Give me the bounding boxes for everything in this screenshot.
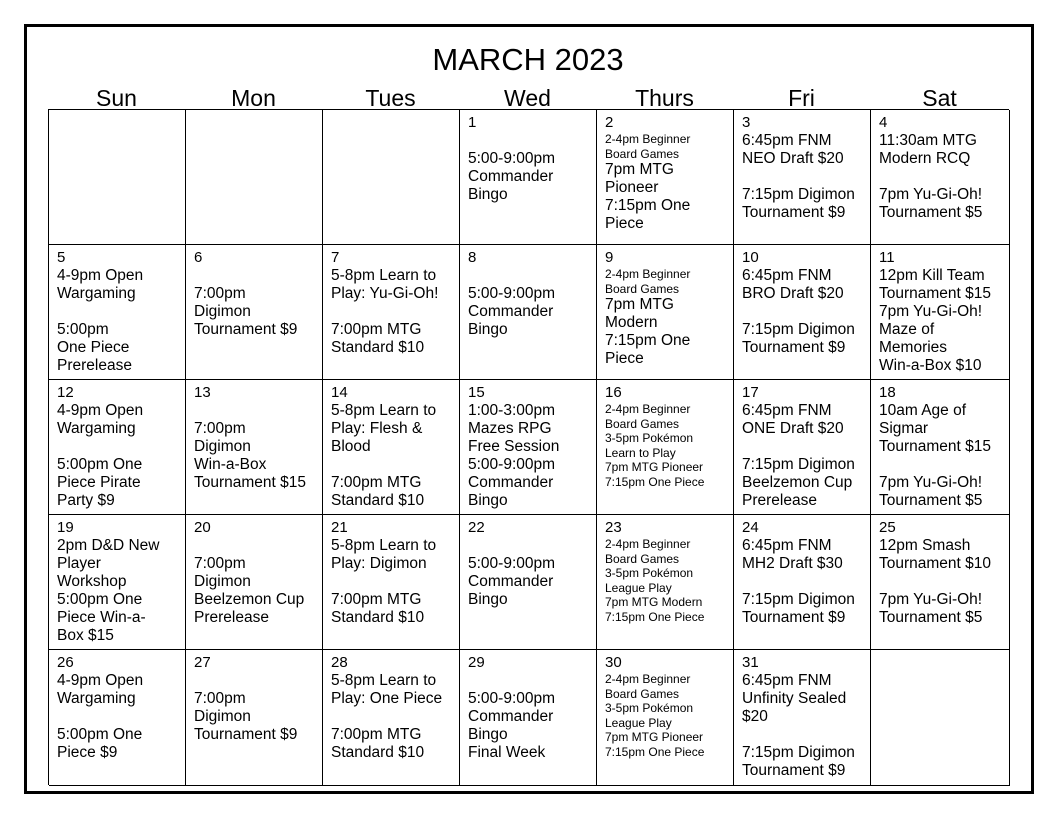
event-line: 7pm Yu-Gi-Oh! [879, 186, 983, 203]
event-line: 2-4pm Beginner [605, 672, 691, 686]
day-number: 26 [57, 654, 74, 671]
day-number: 16 [605, 384, 622, 401]
event-line: Sigmar [879, 420, 929, 437]
day-number: 29 [468, 654, 485, 671]
event-line: 5:00-9:00pm [468, 690, 556, 707]
event-line: 12pm Kill Team [879, 267, 985, 284]
spacer [194, 537, 314, 555]
day-cell-29 [460, 650, 597, 786]
spacer [194, 402, 314, 420]
event-line: Blood [331, 438, 371, 455]
event-line: $20 [742, 708, 768, 725]
event-line: 7:15pm One Piece [605, 744, 705, 759]
day-cell-3 [734, 110, 871, 245]
day-cell-26 [49, 650, 186, 786]
spacer [468, 672, 588, 690]
event-line: Piece Pirate [57, 474, 141, 491]
event-line: Standard $10 [331, 744, 425, 761]
spacer [742, 573, 862, 591]
day-number: 3 [742, 114, 751, 131]
day-number: 15 [468, 384, 485, 401]
event-line: 6:45pm FNM [742, 267, 832, 284]
day-cell-17 [734, 380, 871, 515]
event-line: Commander [468, 303, 554, 320]
event-line: 6:45pm FNM [742, 672, 832, 689]
event-line: Prerelease [194, 609, 269, 626]
event-line: Tournament $5 [879, 492, 983, 509]
day-number: 30 [605, 654, 622, 671]
spacer [742, 168, 862, 186]
event-line: Free Session [468, 438, 560, 455]
weekday-thu: Thurs [635, 85, 694, 111]
event-line: 6:45pm FNM [742, 132, 832, 149]
spacer [742, 438, 862, 456]
day-cell-20 [186, 515, 323, 650]
event-line: 5:00pm One [57, 591, 143, 608]
event-line: Bingo [468, 726, 508, 743]
day-number: 11 [879, 249, 895, 266]
day-number: 2 [605, 114, 614, 131]
day-number: 13 [194, 384, 211, 401]
day-cell-1 [460, 110, 597, 245]
event-line: 7pm MTG Modern [605, 595, 703, 609]
day-number: 1 [468, 114, 477, 131]
event-line: MH2 Draft $30 [742, 555, 843, 572]
event-line: 5:00pm [57, 321, 109, 338]
event-line: Standard $10 [331, 492, 425, 509]
event-line: Win-a-Box [194, 456, 267, 473]
spacer [194, 672, 314, 690]
event-line: 7pm MTG Pioneer [605, 730, 704, 744]
day-cell-14 [323, 380, 460, 515]
event-line: 3-5pm Pokémon [605, 431, 694, 445]
event-line: 4-9pm Open [57, 402, 144, 419]
event-line: 7:15pm Digimon [742, 186, 855, 203]
day-cell-12 [49, 380, 186, 515]
day-cell-10 [734, 245, 871, 380]
event-line: League Play [605, 715, 672, 730]
event-line: 5:00pm One [57, 456, 143, 473]
empty-cell-mon [186, 110, 323, 245]
event-line: 7pm MTG [605, 161, 674, 178]
spacer [57, 303, 177, 321]
day-number: 20 [194, 519, 211, 536]
event-line: 7:00pm MTG [331, 321, 422, 338]
event-line: Win-a-Box $10 [879, 357, 982, 374]
event-line: Pioneer [605, 179, 659, 196]
event-line: 7:15pm Digimon [742, 321, 855, 338]
empty-cell-tue [323, 110, 460, 245]
event-line: 7pm Yu-Gi-Oh! [879, 591, 983, 608]
event-line: Tournament $5 [879, 609, 983, 626]
event-line: NEO Draft $20 [742, 150, 844, 167]
day-cell-11 [871, 245, 1010, 380]
event-line: 7:15pm One Piece [605, 474, 705, 489]
event-line: Play: One Piece [331, 690, 443, 707]
event-line: Tournament $9 [742, 762, 846, 779]
event-line: 3-5pm Pokémon [605, 566, 694, 580]
event-line: 7:00pm [194, 555, 246, 572]
event-line: 3-5pm Pokémon [605, 701, 694, 715]
weekday-mon: Mon [231, 85, 276, 111]
day-number: 14 [331, 384, 348, 401]
weekday-fri: Fri [788, 85, 815, 111]
weekday-wed: Wed [504, 85, 551, 111]
event-line: 4-9pm Open [57, 672, 144, 689]
spacer [879, 456, 1001, 474]
event-line: Bingo [468, 591, 508, 608]
day-number: 28 [331, 654, 348, 671]
event-line: Memories [879, 339, 948, 356]
calendar-title: MARCH 2023 [432, 42, 624, 77]
event-line: 2-4pm Beginner [605, 267, 691, 281]
event-line: Tournament $15 [194, 474, 307, 491]
event-line: ONE Draft $20 [742, 420, 844, 437]
day-number: 4 [879, 114, 888, 131]
event-line: 7:15pm Digimon [742, 591, 855, 608]
day-cell-7 [323, 245, 460, 380]
day-number: 17 [742, 384, 759, 401]
event-line: Standard $10 [331, 339, 425, 356]
event-line: 7:00pm [194, 690, 246, 707]
day-cell-28 [323, 650, 460, 786]
day-cell-18 [871, 380, 1010, 515]
day-number: 21 [331, 519, 348, 536]
spacer [331, 708, 451, 726]
day-number: 9 [605, 249, 614, 266]
weekday-header [48, 84, 1009, 110]
day-cell-15 [460, 380, 597, 515]
event-line: 5-8pm Learn to [331, 537, 437, 554]
event-line: Wargaming [57, 285, 136, 302]
event-line: 7:00pm MTG [331, 591, 422, 608]
spacer [331, 456, 451, 474]
day-number: 22 [468, 519, 485, 536]
event-line: 4-9pm Open [57, 267, 144, 284]
event-line: Tournament $5 [879, 204, 983, 221]
day-number: 7 [331, 249, 340, 266]
event-line: League Play [605, 580, 672, 595]
event-line: 5-8pm Learn to [331, 402, 437, 419]
empty-cell-sun [49, 110, 186, 245]
event-line: 11:30am MTG [879, 132, 977, 149]
spacer [331, 573, 451, 591]
spacer [468, 537, 588, 555]
event-line: Digimon [194, 573, 251, 590]
event-line: Box $15 [57, 627, 114, 644]
spacer [194, 267, 314, 285]
event-line: 7pm Yu-Gi-Oh! [879, 474, 983, 491]
event-line: Digimon [194, 303, 251, 320]
day-cell-4 [871, 110, 1010, 245]
event-line: Modern RCQ [879, 150, 971, 167]
event-line: Piece $9 [57, 744, 118, 761]
event-line: Digimon [194, 438, 251, 455]
event-line: 5:00-9:00pm [468, 150, 556, 167]
day-cell-6 [186, 245, 323, 380]
event-line: Player [57, 555, 101, 572]
event-line: 5:00-9:00pm [468, 285, 556, 302]
day-cell-8 [460, 245, 597, 380]
event-line: 2-4pm Beginner [605, 402, 691, 416]
event-line: 12pm Smash [879, 537, 971, 554]
day-cell-19 [49, 515, 186, 650]
event-line: Play: Yu-Gi-Oh! [331, 285, 439, 302]
event-line: Maze of [879, 321, 935, 338]
event-line: Workshop [57, 573, 127, 590]
event-line: Tournament $9 [742, 339, 846, 356]
day-number: 25 [879, 519, 896, 536]
event-line: Commander [468, 708, 554, 725]
event-line: One Piece [57, 339, 130, 356]
event-line: Modern [605, 314, 658, 331]
event-line: 7pm MTG [605, 296, 674, 313]
event-line: 2-4pm Beginner [605, 537, 691, 551]
spacer [331, 303, 451, 321]
event-line: Commander [468, 168, 554, 185]
weekday-sat: Sat [922, 85, 957, 111]
day-cell-30 [597, 650, 734, 786]
event-line: Final Week [468, 744, 546, 761]
event-line: 7:00pm MTG [331, 474, 422, 491]
event-line: Prerelease [57, 357, 132, 374]
day-cell-16 [597, 380, 734, 515]
event-line: Party $9 [57, 492, 115, 509]
event-line: Wargaming [57, 420, 136, 437]
event-line: 6:45pm FNM [742, 402, 832, 419]
event-line: 7:15pm One [605, 197, 691, 214]
event-line: Play: Flesh & [331, 420, 423, 437]
event-line: 7:00pm MTG [331, 726, 422, 743]
event-line: Beelzemon Cup [742, 474, 853, 491]
day-cell-9 [597, 245, 734, 380]
event-line: 7pm MTG Pioneer [605, 460, 704, 474]
day-number: 6 [194, 249, 203, 266]
event-line: 5:00-9:00pm [468, 456, 556, 473]
event-line: 7:15pm One [605, 332, 691, 349]
spacer [742, 726, 862, 744]
event-line: Bingo [468, 321, 508, 338]
spacer [468, 132, 588, 150]
event-line: 5-8pm Learn to [331, 267, 437, 284]
event-line: Tournament $9 [194, 726, 298, 743]
day-cell-23 [597, 515, 734, 650]
day-number: 23 [605, 519, 622, 536]
event-line: Wargaming [57, 690, 136, 707]
spacer [879, 573, 1001, 591]
event-line: Tournament $10 [879, 555, 992, 572]
event-line: Board Games [605, 146, 680, 161]
event-line: 5:00-9:00pm [468, 555, 556, 572]
day-number: 18 [879, 384, 896, 401]
day-number: 27 [194, 654, 211, 671]
event-line: 7:15pm One Piece [605, 609, 705, 624]
event-line: Piece [605, 215, 644, 232]
spacer [879, 168, 1001, 186]
event-line: Play: Digimon [331, 555, 427, 572]
event-line: Tournament $15 [879, 285, 992, 302]
event-line: 1:00-3:00pm [468, 402, 556, 419]
event-line: 5:00pm One [57, 726, 143, 743]
day-cell-25 [871, 515, 1010, 650]
event-line: Digimon [194, 708, 251, 725]
event-line: Tournament $9 [194, 321, 298, 338]
day-number: 10 [742, 249, 759, 266]
event-line: 7:00pm [194, 285, 246, 302]
weekday-sun: Sun [96, 85, 137, 111]
event-line: Board Games [605, 281, 680, 296]
event-line: Commander [468, 474, 554, 491]
event-line: Learn to Play [605, 445, 676, 460]
calendar-grid [48, 109, 1009, 785]
event-line: Mazes RPG [468, 420, 552, 437]
event-line: 5-8pm Learn to [331, 672, 437, 689]
event-line: Tournament $15 [879, 438, 992, 455]
event-line: Board Games [605, 416, 680, 431]
day-number: 8 [468, 249, 477, 266]
day-number: 5 [57, 249, 66, 266]
spacer [742, 303, 862, 321]
day-cell-13 [186, 380, 323, 515]
event-line: BRO Draft $20 [742, 285, 844, 302]
day-cell-31 [734, 650, 871, 786]
day-cell-22 [460, 515, 597, 650]
day-number: 19 [57, 519, 74, 536]
event-line: Bingo [468, 186, 508, 203]
event-line: 2pm D&D New [57, 537, 160, 554]
event-line: Board Games [605, 551, 680, 566]
event-line: 7:15pm Digimon [742, 456, 855, 473]
day-number: 12 [57, 384, 74, 401]
day-cell-5 [49, 245, 186, 380]
event-line: 7:15pm Digimon [742, 744, 855, 761]
event-line: Tournament $9 [742, 609, 846, 626]
event-line: 6:45pm FNM [742, 537, 832, 554]
event-line: Board Games [605, 686, 680, 701]
event-line: Unfinity Sealed [742, 690, 847, 707]
event-line: 10am Age of [879, 402, 967, 419]
event-line: Standard $10 [331, 609, 425, 626]
event-line: Piece Win-a- [57, 609, 146, 626]
event-line: Prerelease [742, 492, 817, 509]
event-line: Tournament $9 [742, 204, 846, 221]
weekday-tue: Tues [365, 85, 416, 111]
event-line: Bingo [468, 492, 508, 509]
day-number: 24 [742, 519, 759, 536]
event-line: Beelzemon Cup [194, 591, 305, 608]
event-line: 7:00pm [194, 420, 246, 437]
empty-cell-sat [871, 650, 1010, 786]
event-line: 2-4pm Beginner [605, 132, 691, 146]
event-line: 7pm Yu-Gi-Oh! [879, 303, 983, 320]
day-cell-27 [186, 650, 323, 786]
event-line: Piece [605, 350, 644, 367]
day-cell-24 [734, 515, 871, 650]
day-cell-21 [323, 515, 460, 650]
spacer [468, 267, 588, 285]
spacer [57, 708, 177, 726]
day-number: 31 [742, 654, 759, 671]
event-line: Commander [468, 573, 554, 590]
day-cell-2 [597, 110, 734, 245]
spacer [57, 438, 177, 456]
